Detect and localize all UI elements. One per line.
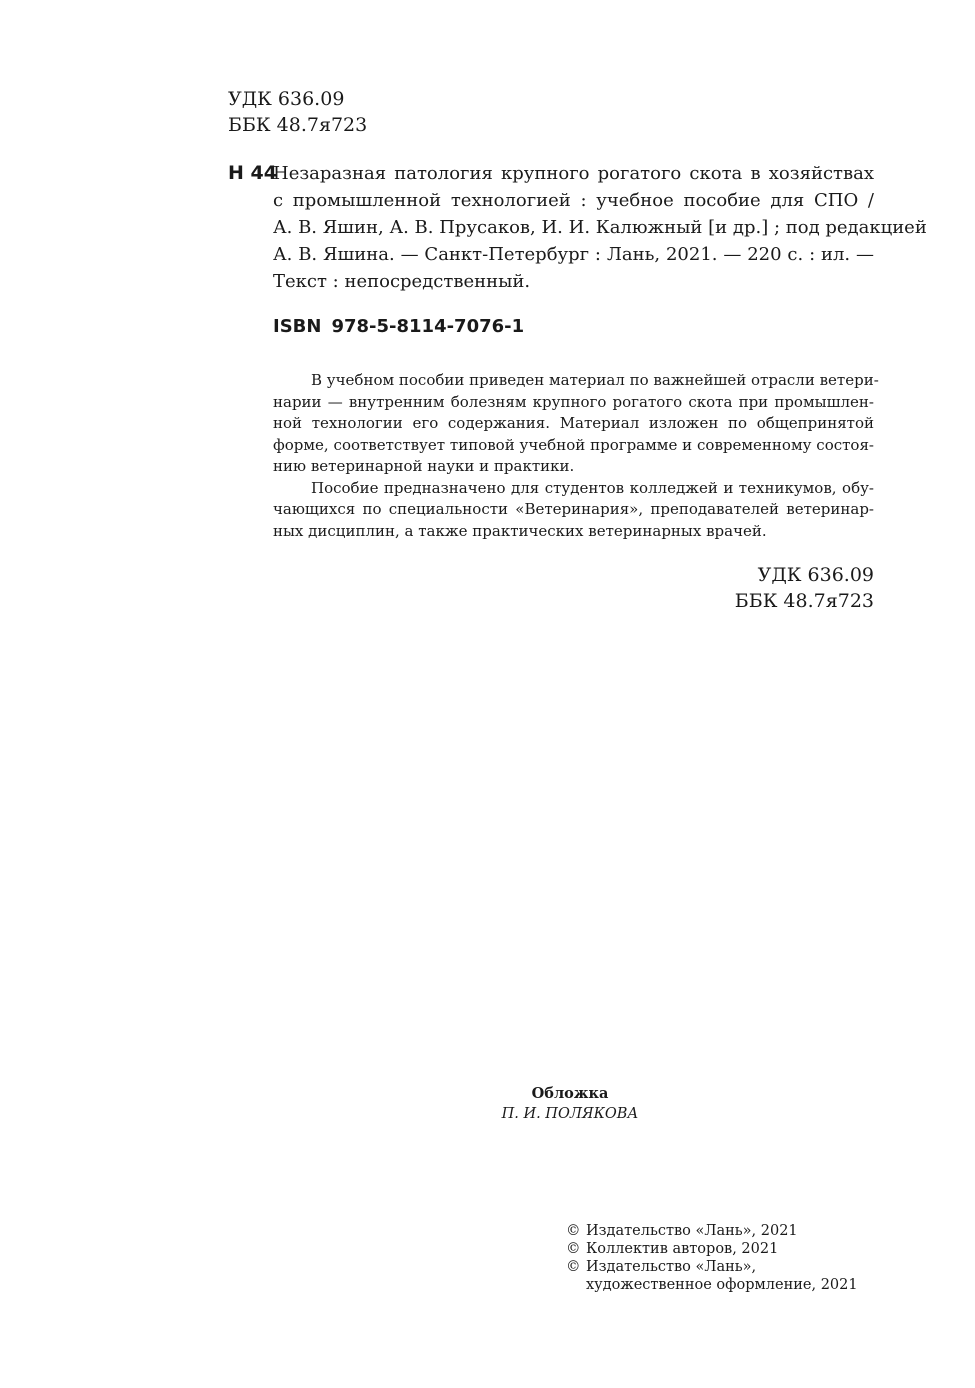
- annotation-line: чающихся по специальности «Ветеринария», преподавателей ветеринар-: [273, 500, 874, 518]
- udk-code: УДК 636.09: [757, 564, 874, 586]
- copyright-text-continuation: художественное оформление, 2021: [586, 1277, 858, 1293]
- copyright-line: [566, 1258, 858, 1276]
- annotation: [273, 370, 879, 542]
- bbk-code: ББК 48.7я723: [734, 590, 874, 612]
- biblio-line: А. В. Яшин, А. В. Прусаков, И. И. Калюжный [и др.] ; под редакцией: [273, 217, 927, 238]
- annotation-line: В учебном пособии приведен материал по важнейшей отрасли ветери-: [311, 371, 879, 389]
- author-mark: Н 44: [228, 162, 277, 184]
- annotation-line: форме, соответствует типовой учебной программе и современному состоя-: [273, 435, 874, 454]
- bbk-code: ББК 48.7я723: [228, 114, 368, 136]
- udk-code: УДК 636.09: [228, 88, 345, 110]
- annotation-line: нарии — внутренним болезням крупного рогатого скота при промышлен-: [273, 392, 874, 411]
- copyright-symbol: ©: [566, 1259, 581, 1275]
- top-classification-index: [228, 86, 367, 138]
- annotation-line: ной технологии его содержания. Материал изложен по общепринятой: [273, 414, 874, 432]
- bottom-classification-index: [673, 562, 874, 614]
- copyright-text: Коллектив авторов, 2021: [586, 1241, 779, 1257]
- annotation-line: нию ветеринарной науки и практики.: [273, 457, 575, 475]
- annotation-line: Пособие предназначено для студентов колледжей и техникумов, обу-: [311, 478, 874, 497]
- annotation-line: ных дисциплин, а также практических ветеринарных врачей.: [273, 521, 767, 540]
- isbn: [273, 314, 524, 340]
- copyright-text: Издательство «Лань»,: [586, 1259, 757, 1275]
- isbn-number: 978-5-8114-7076-1: [331, 316, 525, 337]
- copyright-block: [566, 1222, 858, 1294]
- cover-credit-name: П. И. ПОЛЯКОВА: [501, 1106, 639, 1122]
- biblio-line: Текст : непосредственный.: [273, 271, 531, 292]
- cover-credit: [470, 1084, 670, 1124]
- copyright-line: [566, 1240, 858, 1258]
- biblio-line: с промышленной технологией : учебное пособие для СПО /: [273, 190, 874, 211]
- biblio-line: А. В. Яшина. — Санкт-Петербург : Лань, 2021. — 220 с. : ил. —: [273, 244, 874, 265]
- copyright-line: [566, 1222, 858, 1240]
- bibliographic-record: [273, 160, 927, 295]
- isbn-label: ISBN: [273, 316, 322, 337]
- cover-credit-title: Обложка: [531, 1085, 609, 1102]
- copyright-symbol: ©: [566, 1223, 581, 1239]
- copyright-symbol: ©: [566, 1241, 581, 1257]
- copyright-text: Издательство «Лань», 2021: [586, 1223, 798, 1239]
- biblio-line: Незаразная патология крупного рогатого скота в хозяйствах: [273, 163, 874, 184]
